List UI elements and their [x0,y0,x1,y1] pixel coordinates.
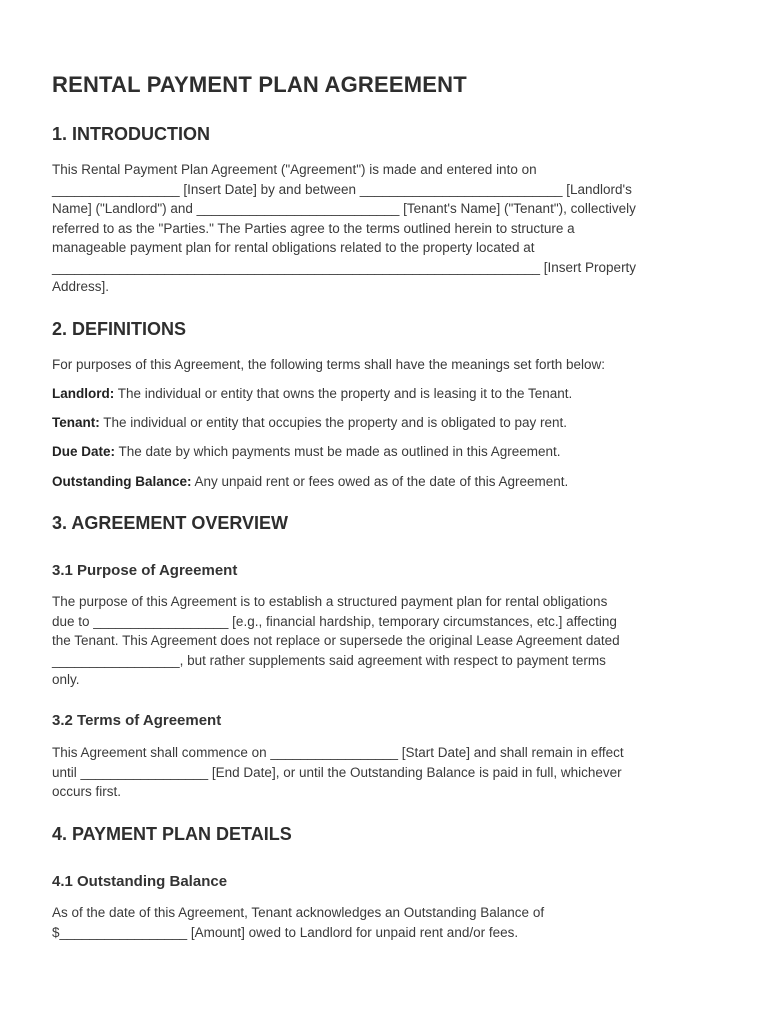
introduction-paragraph [52,160,717,297]
terms-paragraph [52,743,717,802]
text-line: This Rental Payment Plan Agreement ("Agreement") is made and entered into on [52,162,537,177]
text-line: This Agreement shall commence on _________________ [Start Date] and shall remain in effect [52,745,624,760]
text-line: the Tenant. This Agreement does not replace or supersede the original Lease Agreement dated [52,633,620,648]
document-title: RENTAL PAYMENT PLAN AGREEMENT [52,72,467,97]
text-line: until _________________ [End Date], or until the Outstanding Balance is paid in full, whichever [52,764,622,780]
text-line: due to __________________ [e.g., financial hardship, temporary circumstances, etc.] affecting [52,613,617,629]
text-line: referred to as the "Parties." The Parties agree to the terms outlined herein to structure a [52,220,575,236]
definition-text: The individual or entity that owns the property and is leasing it to the Tenant. [114,386,573,401]
definition-landlord [52,384,717,404]
heading-agreement-overview: 3. AGREEMENT OVERVIEW [52,513,289,533]
heading-outstanding-balance: 4.1 Outstanding Balance [52,873,228,890]
definition-term: Landlord: [52,386,115,401]
text-line: Address]. [52,279,110,294]
definition-outstanding-balance [52,472,717,492]
text-line: occurs first. [52,784,122,799]
heading-definitions: 2. DEFINITIONS [52,319,187,339]
heading-payment-plan-details: 4. PAYMENT PLAN DETAILS [52,824,292,844]
text-line: _________________________________________________________________ [Insert Property [52,259,637,275]
heading-terms-of-agreement: 3.2 Terms of Agreement [52,712,222,729]
text-line: manageable payment plan for rental obligations related to the property located at [52,240,535,255]
definition-text: The date by which payments must be made as outlined in this Agreement. [115,444,561,459]
definition-tenant [52,413,717,433]
definition-term: Tenant: [52,415,100,430]
definition-term: Due Date: [52,444,116,459]
balance-paragraph [52,903,717,942]
text-line: _________________ [Insert Date] by and between ___________________________ [Landlord's [52,181,632,197]
heading-introduction: 1. INTRODUCTION [52,124,211,144]
text-line: Name] ("Landlord") and ___________________________ [Tenant's Name] ("Tenant"), collectively [52,201,636,216]
text-line: only. [52,672,80,687]
definition-text: Any unpaid rent or fees owed as of the date of this Agreement. [191,474,569,489]
text-line: $_________________ [Amount] owed to Landlord for unpaid rent and/or fees. [52,924,519,940]
text-line: As of the date of this Agreement, Tenant acknowledges an Outstanding Balance of [52,905,545,920]
text-line: The purpose of this Agreement is to establish a structured payment plan for rental obligations [52,594,608,609]
purpose-paragraph [52,592,717,690]
definition-text: The individual or entity that occupies the property and is obligated to pay rent. [99,415,568,430]
heading-purpose-of-agreement: 3.1 Purpose of Agreement [52,562,238,579]
definitions-intro: For purposes of this Agreement, the following terms shall have the meanings set forth below: [52,357,606,372]
definition-due-date [52,442,717,462]
definition-term: Outstanding Balance: [52,474,192,489]
text-line: _________________, but rather supplements said agreement with respect to payment terms [52,652,606,668]
